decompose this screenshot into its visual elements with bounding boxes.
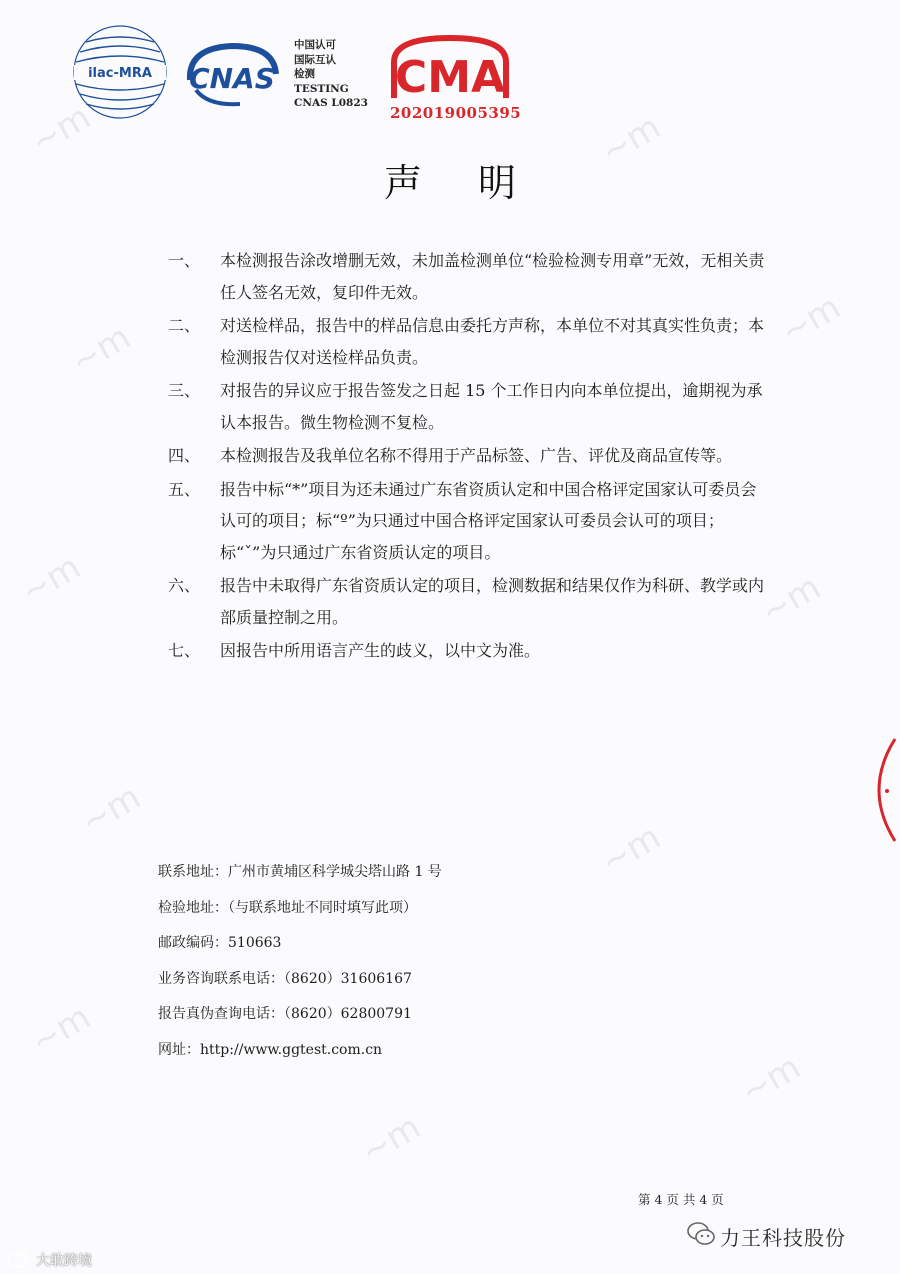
ilac-mra-logo bbox=[70, 22, 170, 122]
statement-item bbox=[168, 570, 768, 633]
statement-item bbox=[168, 375, 768, 438]
svg-text:ilac-MRA: ilac-MRA bbox=[88, 66, 152, 81]
statement-number: 六、 bbox=[168, 576, 201, 595]
statement-text: 对送检样品，报告中的样品信息由委托方声称，本单位不对其真实性负责；本检测报告仅对送检样品负责。 bbox=[220, 316, 765, 367]
statement-number: 五、 bbox=[168, 479, 201, 499]
statement-text: 对报告的异议应于报告签发之日起 15 个工作日内向本单位提出，逾期视为承认本报告。微生物检测不复检。 bbox=[220, 381, 763, 432]
business-phone: 业务咨询联系电话：（8620）31606167 bbox=[158, 970, 412, 987]
statement-number: 三、 bbox=[168, 381, 201, 400]
testing-line: 中国认可 bbox=[294, 39, 336, 51]
seal-edge-mark bbox=[855, 735, 900, 845]
contact-info bbox=[158, 862, 658, 1075]
watermark: ~m bbox=[74, 777, 148, 843]
inspection-address: 检验地址：（与联系地址不同时填写此项） bbox=[158, 899, 417, 916]
statement-item bbox=[168, 440, 768, 472]
watermark: ~m bbox=[24, 97, 98, 163]
statement-item bbox=[168, 245, 768, 308]
svg-text:CNAS: CNAS bbox=[189, 62, 275, 95]
statement-text: 报告中未取得广东省资质认定的项目，检测数据和结果仅作为科研、教学或内部质量控制之用。 bbox=[220, 576, 765, 627]
source-watermark: 大敢跨境 bbox=[36, 1253, 92, 1269]
brand-name: 力王科技股份 bbox=[720, 1226, 846, 1250]
statement-text: 因报告中所用语言产生的歧义，以中文为准。 bbox=[220, 641, 541, 660]
page-number: 第 4 页 共 4 页 bbox=[638, 1192, 724, 1207]
watermark: ~m bbox=[14, 547, 88, 613]
cma-logo bbox=[388, 32, 512, 106]
watermark: ~m bbox=[754, 567, 828, 633]
statement-number: 一、 bbox=[168, 251, 201, 270]
statement-number: 二、 bbox=[168, 316, 201, 335]
cnas-logo bbox=[178, 40, 286, 112]
testing-line: 国际互认 bbox=[294, 53, 336, 66]
weibo-icon bbox=[6, 1247, 32, 1269]
testing-line: 检测 bbox=[294, 68, 315, 80]
wechat-icon bbox=[686, 1220, 716, 1248]
statement-number: 四、 bbox=[168, 446, 201, 465]
watermark: ~m bbox=[734, 1047, 808, 1113]
statement-item bbox=[168, 474, 768, 569]
watermark: ~m bbox=[354, 1107, 428, 1173]
statement-text: 本检测报告及我单位名称不得用于产品标签、广告、评优及商品宣传等。 bbox=[220, 446, 733, 465]
testing-line: TESTING bbox=[294, 82, 349, 95]
postal-code: 邮政编码：510663 bbox=[158, 935, 282, 951]
watermark: ~m bbox=[594, 817, 668, 883]
svg-text:CMA: CMA bbox=[394, 52, 506, 103]
statement-text: 本检测报告涂改增删无效，未加盖检测单位“检验检测专用章”无效，无相关责任人签名无效，复印件无效。 bbox=[220, 251, 765, 302]
watermark: ~m bbox=[24, 997, 98, 1063]
contact-address: 联系地址：广州市黄埔区科学城尖塔山路 1 号 bbox=[158, 864, 442, 880]
statement-text: 报告中标“*”项目为还未通过广东省资质认定和中国合格评定国家认可委员会认可的项目；标“º”为只通过中国合格评定国家认可委员会认可的项目；标“ˇ”为只通过广东省资质认定的项目。 bbox=[220, 479, 757, 562]
watermark: ~m bbox=[64, 317, 138, 383]
watermark: ~m bbox=[774, 287, 848, 353]
website-link[interactable]: 网址：http://www.ggtest.com.cn bbox=[158, 1041, 383, 1058]
statement-item bbox=[168, 310, 768, 373]
cma-certificate-number: 202019005395 bbox=[390, 104, 522, 122]
statement-number: 七、 bbox=[168, 641, 201, 660]
testing-accreditation-text bbox=[294, 38, 386, 111]
statement-item bbox=[168, 635, 768, 667]
page-title: 声明 bbox=[383, 161, 572, 205]
testing-line: CNAS L0823 bbox=[294, 97, 368, 109]
watermark: ~m bbox=[594, 107, 668, 173]
verification-phone: 报告真伪查询电话：（8620）62800791 bbox=[158, 1006, 412, 1022]
statement-list bbox=[168, 245, 768, 667]
